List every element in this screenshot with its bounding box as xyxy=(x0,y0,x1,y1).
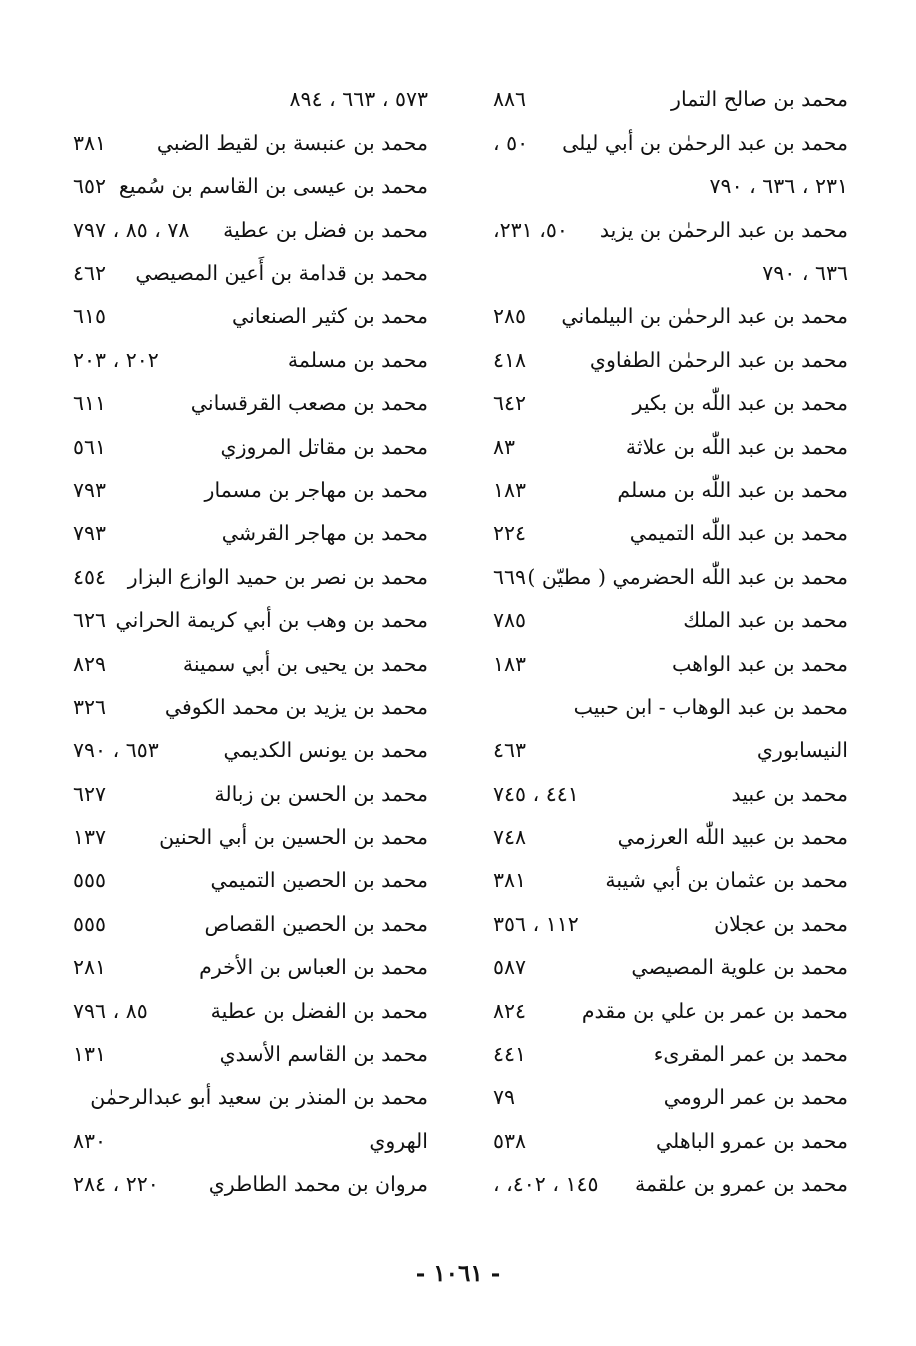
index-entry xyxy=(493,295,848,338)
page-number: - ١٠٦١ - xyxy=(415,1260,501,1287)
entry-name: محمد بن المنذر بن سعيد أبو عبدالرحمٰن xyxy=(90,1085,428,1110)
index-entry xyxy=(73,816,428,859)
entry-name: محمد بن مصعب القرقساني xyxy=(190,391,428,416)
entry-name: محمد بن عبد الرحمٰن بن يزيد xyxy=(599,217,848,242)
entry-pages: ٥٧٣ ، ٦٦٣ ، ٨٩٤ xyxy=(289,87,428,112)
entry-pages: ٦٣٦ ، ٧٩٠ xyxy=(762,261,848,285)
entry-name: محمد بن مقاتل المروزي xyxy=(220,434,428,459)
entry-name: محمد بن وهب بن أبي كريمة الحراني xyxy=(115,608,428,633)
entry-name: محمد بن يزيد بن محمد الكوفي xyxy=(164,694,428,719)
entry-pages: ٨٢٤ xyxy=(493,998,527,1023)
entry-name: محمد بن عبد اللّٰه الحضرمي ( مطيّن ) xyxy=(527,564,848,589)
entry-name: محمد بن عبد اللّٰه بن علاثة xyxy=(625,434,848,459)
entry-pages: ٨٥ ، ٧٩٦ xyxy=(73,998,148,1023)
entry-pages: ٥٨٧ xyxy=(493,955,527,980)
entry-pages: ٧٤٨ xyxy=(493,825,527,850)
index-entry xyxy=(73,1033,428,1076)
entry-name: الهروي xyxy=(369,1128,428,1153)
entry-pages: ٤٤١ xyxy=(493,1042,527,1067)
entry-name: محمد بن كثير الصنعاني xyxy=(232,304,428,329)
entry-pages: ٥٣٨ xyxy=(493,1128,527,1153)
entry-pages: ٤٥٤ xyxy=(73,564,107,589)
entry-name: محمد بن عبد اللّٰه التميمي xyxy=(629,521,848,546)
index-entry xyxy=(493,252,848,295)
entry-name: محمد بن عبيد xyxy=(731,781,848,806)
entry-pages: ١٣١ xyxy=(73,1042,107,1067)
index-entry xyxy=(73,729,428,772)
index-entry xyxy=(73,382,428,425)
index-entry xyxy=(73,78,428,121)
index-entry xyxy=(73,859,428,902)
entry-pages: ٢٠٢ ، ٢٠٣ xyxy=(73,347,159,372)
entry-pages: ٦٥٣ ، ٧٩٠ xyxy=(73,738,159,763)
entry-pages: ٥٠ ، xyxy=(493,130,529,155)
entry-pages: ٦٢٧ xyxy=(73,781,107,806)
index-entry xyxy=(493,78,848,121)
entry-name: محمد بن عثمان بن أبي شيبة xyxy=(605,868,848,893)
entry-pages: ٨٢٩ xyxy=(73,651,107,676)
entry-pages: ٢٨٥ xyxy=(493,304,527,329)
entry-name: محمد بن عنبسة بن لقيط الضبي xyxy=(156,130,428,155)
entry-pages: ٣٨١ xyxy=(493,868,527,893)
entry-pages: ٥٦١ xyxy=(73,434,107,459)
entry-pages: ٢٢٤ xyxy=(493,521,527,546)
entry-name: محمد بن يونس الكديمي xyxy=(223,738,428,763)
entry-pages: ٨٨٦ xyxy=(493,87,527,112)
index-entry xyxy=(493,121,848,164)
entry-pages: ٧٩٣ xyxy=(73,521,107,546)
index-entry xyxy=(73,642,428,685)
entry-name: محمد بن عمرو بن علقمة xyxy=(634,1172,848,1197)
index-entry xyxy=(493,165,848,208)
entry-pages: ٦١٥ xyxy=(73,304,107,329)
entry-pages: ٤٦٣ xyxy=(493,738,527,763)
entry-name: محمد بن الفضل بن عطية xyxy=(210,998,428,1023)
entry-pages: ٨٣ xyxy=(493,434,516,459)
entry-pages: ٤٦٢ xyxy=(73,261,107,285)
index-entry xyxy=(73,989,428,1032)
index-entry xyxy=(493,859,848,902)
entry-pages: ٥٥٥ xyxy=(73,911,107,936)
entry-pages: ٧٩٣ xyxy=(73,477,107,502)
entry-name: محمد بن عمرو الباهلي xyxy=(655,1128,848,1153)
entry-name: محمد بن عبد اللّٰه بن بكير xyxy=(632,391,848,416)
entry-pages: ١٣٧ xyxy=(73,825,107,850)
index-entry xyxy=(493,685,848,728)
entry-pages: ٨٣٠ xyxy=(73,1128,107,1153)
entry-pages: ٦٢٦ xyxy=(73,608,107,633)
entry-pages: ٢٢٠ ، ٢٨٤ xyxy=(73,1172,159,1197)
entry-name: محمد بن العباس بن الأخرم xyxy=(199,955,428,980)
entry-pages: ٦٦٩ xyxy=(493,564,527,589)
entry-pages: ٦٥٢ xyxy=(73,174,107,199)
entry-pages: ١١٢ ، ٣٥٦ xyxy=(493,911,579,936)
entry-pages: ٢٣١ ، ٦٣٦ ، ٧٩٠ xyxy=(709,174,848,199)
index-entry xyxy=(493,469,848,512)
index-entry xyxy=(493,729,848,772)
index-entry xyxy=(73,295,428,338)
index-entry xyxy=(73,685,428,728)
entry-name: محمد بن عمر المقرىء xyxy=(653,1042,848,1067)
index-entry xyxy=(73,1076,428,1119)
entry-name: محمد بن فضل بن عطية xyxy=(223,217,428,242)
index-entry xyxy=(73,425,428,468)
index-entry xyxy=(73,555,428,598)
index-entry xyxy=(73,946,428,989)
entry-name: محمد بن الحسن بن زبالة xyxy=(214,781,428,806)
entry-pages: ٦٤٢ xyxy=(493,391,527,416)
index-entry xyxy=(73,1163,428,1206)
entry-pages: ١٨٣ xyxy=(493,477,527,502)
index-entry xyxy=(493,208,848,251)
entry-pages: ١٨٣ xyxy=(493,651,527,676)
entry-name: محمد بن عبيد اللّٰه العرزمي xyxy=(617,825,848,850)
index-entry xyxy=(493,772,848,815)
index-entry xyxy=(493,1163,848,1206)
index-entry xyxy=(73,599,428,642)
right-column xyxy=(493,78,848,1206)
entry-pages: ٣٨١ xyxy=(73,130,107,155)
index-entry xyxy=(73,512,428,555)
index-entry xyxy=(73,121,428,164)
entry-name: محمد بن عبد الرحمٰن بن البيلماني xyxy=(561,304,848,329)
entry-name: محمد بن نصر بن حميد الوازع البزار xyxy=(127,564,428,589)
index-entry xyxy=(493,902,848,945)
entry-pages: ٧٨٥ xyxy=(493,608,527,633)
entry-name: محمد بن علوية المصيصي xyxy=(631,955,848,980)
index-entry xyxy=(73,252,428,295)
entry-pages: ٤١٨ xyxy=(493,347,527,372)
entry-pages: ٥٠، ٢٣١، xyxy=(493,217,568,242)
entry-name: محمد بن عيسى بن القاسم بن سُميع xyxy=(118,174,428,199)
entry-pages: ٦١١ xyxy=(73,391,107,416)
entry-name: محمد بن عبد الرحمٰن بن أبي ليلى xyxy=(562,130,848,155)
index-entry xyxy=(493,816,848,859)
index-entry xyxy=(73,338,428,381)
entry-pages: ٣٢٦ xyxy=(73,694,107,719)
entry-pages: ٧٨ ، ٨٥ ، ٧٩٧ xyxy=(73,217,190,242)
index-entry xyxy=(493,512,848,555)
index-entry xyxy=(73,1119,428,1162)
entry-name: محمد بن مهاجر القرشي xyxy=(221,521,428,546)
entry-pages: ٥٥٥ xyxy=(73,868,107,893)
index-entry xyxy=(493,338,848,381)
index-entry xyxy=(493,642,848,685)
index-entry xyxy=(73,902,428,945)
entry-pages: ٤٤١ ، ٧٤٥ xyxy=(493,781,579,806)
index-entry xyxy=(493,425,848,468)
index-entry xyxy=(493,382,848,425)
entry-pages: ٢٨١ xyxy=(73,955,107,980)
entry-name: محمد بن عجلان xyxy=(714,911,848,936)
index-entry xyxy=(73,469,428,512)
entry-pages: ٧٩ xyxy=(493,1085,516,1110)
entry-name: محمد بن عبد الملك xyxy=(683,608,848,633)
index-entry xyxy=(493,946,848,989)
index-entry xyxy=(493,555,848,598)
entry-name: محمد بن عبد الواهب xyxy=(671,651,848,676)
entry-name: محمد بن قدامة بن أَعين المصيصي xyxy=(135,261,428,285)
entry-name: محمد بن عبد الرحمٰن الطفاوي xyxy=(589,347,848,372)
entry-name: محمد بن القاسم الأسدي xyxy=(219,1042,428,1067)
entry-name: محمد بن مهاجر بن مسمار xyxy=(204,477,428,502)
index-entry xyxy=(493,1033,848,1076)
entry-name: مروان بن محمد الطاطري xyxy=(208,1172,428,1197)
left-column xyxy=(73,78,428,1206)
index-entry xyxy=(493,989,848,1032)
entry-name: محمد بن عبد الوهاب - ابن حبيب xyxy=(573,694,848,719)
entry-name: محمد بن صالح التمار xyxy=(671,87,848,112)
entry-name: النيسابوري xyxy=(756,738,848,763)
entry-name: محمد بن الحصين التميمي xyxy=(210,868,428,893)
entry-name: محمد بن الحصين القصاص xyxy=(204,911,428,936)
entry-name: محمد بن الحسين بن أبي الحنين xyxy=(159,825,428,850)
index-entry xyxy=(73,208,428,251)
entry-name: محمد بن عبد اللّٰه بن مسلم xyxy=(617,477,848,502)
entry-name: محمد بن عمر الرومي xyxy=(663,1085,848,1110)
index-entry xyxy=(493,599,848,642)
index-entry xyxy=(73,165,428,208)
index-entry xyxy=(493,1119,848,1162)
entry-name: محمد بن عمر بن علي بن مقدم xyxy=(581,998,848,1023)
entry-pages: ١٤٥ ، ٤٠٢، ، xyxy=(493,1172,599,1197)
entry-name: محمد بن مسلمة xyxy=(287,347,428,372)
index-entry xyxy=(73,772,428,815)
index-entry xyxy=(493,1076,848,1119)
entry-name: محمد بن يحيى بن أبي سمينة xyxy=(182,651,428,676)
